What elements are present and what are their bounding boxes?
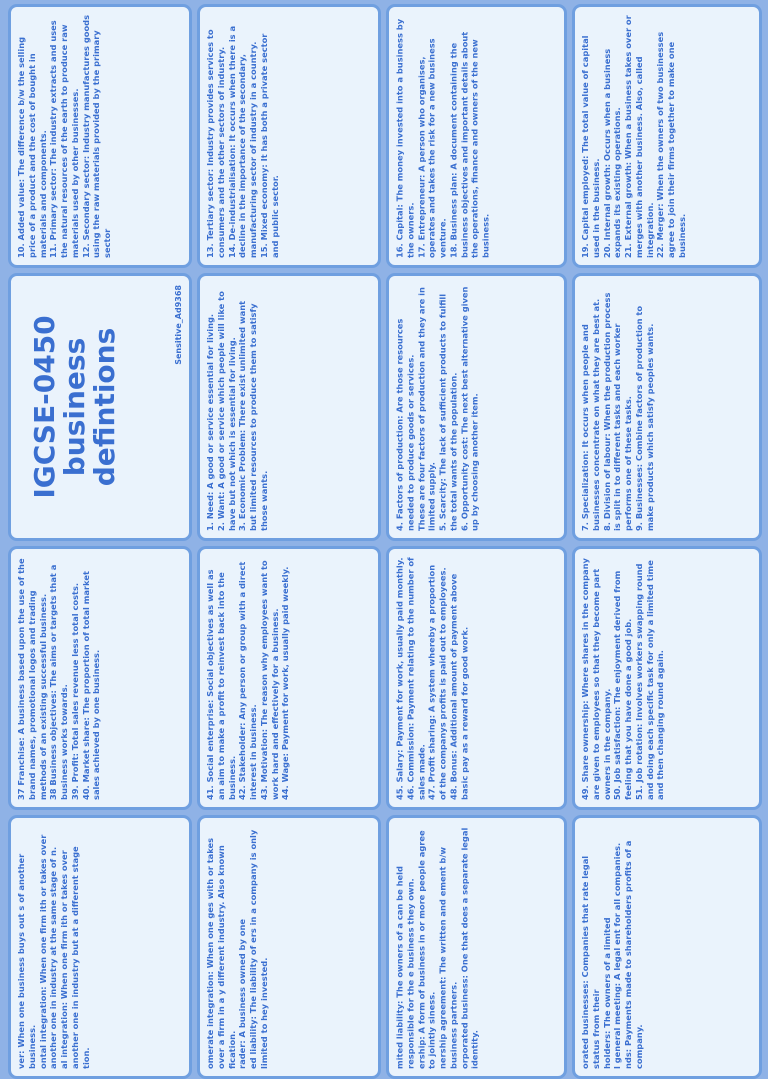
definition: 10. Added value: The difference b/w the selling price of a product and the cost of bought in materials and components. [16,36,48,258]
definition: 4. Factors of production: Are those resources needed to produce goods or services. [394,318,415,531]
card-definitions-13-15 [197,4,381,268]
card-definitions-41-44 [197,546,381,810]
definition: 2. Want: A good or service which people will like to have but not which is essential for living. [215,291,237,531]
definition: nership agreement: The written and ement b/w business partners. [437,846,458,1069]
card-definitions-45-48 [386,546,567,810]
definition: 15. Mixed economy: It has both a private sector and public sector. [258,33,280,258]
definition: al integration: When one firm ith or takes over another one in industry but at a different stage tion. [59,846,91,1069]
card-definitions-partial-b [197,815,381,1079]
definition: 16. Capital: The money invested into a business by the owners. [394,18,415,258]
definition: l general meeting: A legal ent for all companies. [612,842,623,1069]
definition: 38 Business objectives: The aims or targets that a business works towards. [48,564,70,800]
definition: 11. Primary sector: The industry extracts and uses the natural resources of the earth to produce raw materials used by other businesses. [48,20,80,258]
card-definitions-partial-a [8,815,192,1079]
definition: orporated business: One that does a separate legal identity. [458,827,480,1069]
definition: 37 Franchise: A business based upon the use of the brand names, promotional logos and trading methods of an existing successful business. [16,558,48,800]
definition: orated businesses: Companies that rate legal status from their [580,855,601,1069]
definition: 43. Motivation: The reason why employees want to work hard and effectively for a business. [258,560,280,800]
card-definitions-partial-c [386,815,567,1079]
definition: 44. Wage: Payment for work, usually paid weekly. [280,566,291,800]
definition: These are four factors of production and they are in limited supply. [415,287,437,531]
card-definitions-partial-d [572,815,762,1079]
definition: nds: Payments made to shareholders profits of a company. [623,840,644,1069]
card-definitions-10-12 [8,4,192,268]
definition: 41. Social enterprise: Social objectives as well as an aim to make a profit to reinvest back into the business. [205,569,237,800]
card-definitions-16-18 [386,4,567,268]
definition: 51. Job rotation: Involves workers swapping round and doing each specific task for only a limited time and then changing round again. [633,560,666,800]
card-definitions-37-40 [8,546,192,810]
card-definitions-19-22 [572,4,762,268]
definition: 42. Stakeholder: Any person or group with a direct interest in business. [237,561,259,800]
definition: 8. Division of labour: When the production process is split in to different tasks and each worker performs one of these tasks. [601,292,634,531]
definition: ontal integration: When one firm ith or takes over another one in industry at the same stage of n. [37,834,59,1069]
definition: 6. Opportunity cost: The next best alternative given up by choosing another item. [458,286,480,531]
card-definitions-1-3 [197,273,381,541]
definition: 14. De-industrialisation: It occurs when there is a decline in the importance of the secondary, manufacturing sector of industry in a country. [226,25,259,258]
card-definitions-49-51 [572,546,762,810]
title-card [8,273,192,541]
definition: 5. Scarcity: The lack of sufficient products to fulfill the total wants of the population. [437,293,458,531]
page-title: IGCSE-0450 business defintions [28,315,122,499]
definition: 17. Entrepreneur: A person who organises, operates and takes the risk for a new business venture. [415,38,448,258]
definition: mited liability: The owners of a can be held responsible for the e business they own. [394,866,415,1069]
definition: omerate integration: When one ges with or takes over a firm in a y different industry. Also known fication. [205,837,237,1069]
definition: 7. Specialization: It occurs when people and businesses concentrate on what they are best at. [580,298,601,531]
card-definitions-7-9 [572,273,762,541]
definition: 45. Salary: Payment for work, usually paid monthly. [394,557,404,800]
definition: 50. Job satisfaction: The enjoyment derived from feeling that you have done a good job. [612,570,634,800]
definition: ver: When one business buys out s of another business. [16,853,37,1069]
definition: ed liability: The liability of ers in a company is only limited to hey invested. [248,829,269,1069]
definition: 19. Capital employed: The total value of capital used in the business. [580,35,601,258]
definition: 22. Merger: When the owners of two businesses agree to join their firms together to make one business. [655,31,688,258]
definition: 46. Commission: Payment relating to the number of sales made. [404,557,426,800]
definition: 39. Profit: Total sales revenue less total costs. [69,582,80,800]
definition: holders: The owners of a limited [601,917,612,1069]
definition: 47. Profit sharing: A system whereby a proportion of the companys profits is paid out to employees. [426,564,448,800]
definition: ership: A form of business in or more people agree to jointly siness. [415,830,437,1069]
definition: 12. Secondary sector: Industry manufactures goods using the raw materials provided by the primary sector [80,14,113,258]
definition: 40. Market share: The proportion of total market sales achieved by one business. [80,571,102,800]
definition: 49. Share ownership: Where shares in the company are given to employees so that they become part owners in the company. [580,558,612,800]
definition: rader: A business owned by one [237,919,248,1069]
definition: 1. Need: A good or service essential for living. [205,313,215,531]
definition: 21. External growth: When a business takes over or merges with another business. Also, called integration. [623,15,655,258]
definition: 13. Tertiary sector: Industry provides services to consumers and the other sectors of industry. [205,29,226,258]
card-definitions-4-6 [386,273,567,541]
definition: 20. Internal growth: Occurs when a business expands its existing operations. [601,48,623,258]
definition: 3. Economic Problem: There exist unlimited want but limited resources to produce them to satisfy those wants. [237,300,269,531]
definition: 48. Bonus: Additional amount of payment above basic pay as a reward for good work. [447,573,469,800]
definition: 9. Businesses: Combine factors of production to make products which satisfy peoples wants. [633,305,655,531]
author-credit: Sensitive_Ad9368 [173,285,183,365]
definition: 18. Business plan: A document containing the business objectives and important details about the operations, finance and owners of the new business. [447,31,491,258]
